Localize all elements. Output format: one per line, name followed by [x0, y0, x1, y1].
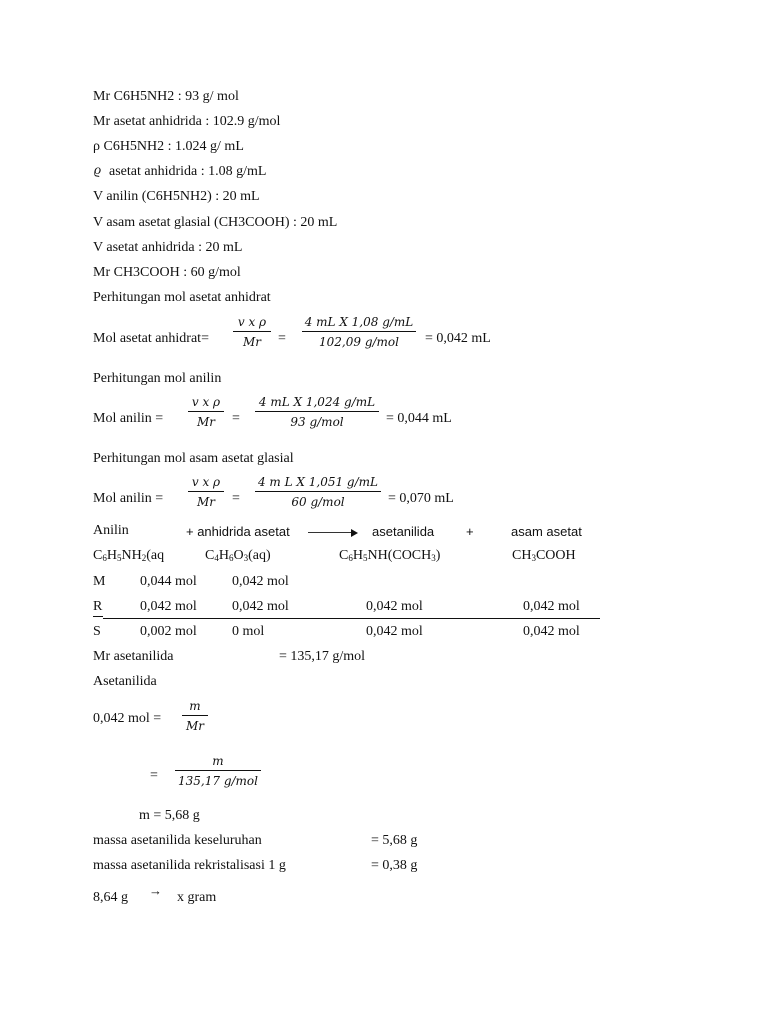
- calc3-label: Mol anilin =: [93, 491, 164, 506]
- calc4-result: m = 5,68 g: [139, 808, 200, 823]
- calc2-f2-denominator: 93 g/mol: [290, 415, 344, 429]
- massa-rekristalisasi-value: = 0,38 g: [371, 858, 418, 873]
- calc3-fraction-1: [188, 476, 224, 508]
- mr-asetanilida-label: Mr asetanilida: [93, 649, 174, 664]
- reaction-asam-asetat: asam asetat: [511, 524, 582, 539]
- calc2-label: Mol anilin =: [93, 411, 164, 426]
- calc2-fraction-1: [188, 396, 224, 428]
- row-s-label: S: [93, 624, 101, 639]
- calc4-f1-denominator: Mr: [185, 719, 205, 733]
- mr-anilin-line: Mr C6H5NH2 : 93 g/ mol: [93, 89, 239, 104]
- calc4-f2-bar: [175, 770, 261, 771]
- calc1-result: = 0,042 mL: [425, 331, 491, 346]
- row-r-label: R: [93, 599, 103, 614]
- row-r-c3: 0,042 mol: [366, 599, 423, 614]
- row-r-c1: 0,042 mol: [140, 599, 197, 614]
- calc2-heading: Perhitungan mol anilin: [93, 371, 222, 386]
- calc4-f1-bar: [182, 715, 208, 716]
- mr-asetanilida-value: = 135,17 g/mol: [279, 649, 366, 664]
- calc1-f1-numerator: v x ρ: [237, 315, 267, 329]
- calc3-f2-numerator: 4 m L X 1,051 g/mL: [257, 475, 379, 489]
- calc1-f2-bar: [302, 331, 416, 332]
- calc1-equals: =: [278, 331, 286, 346]
- v-asetat-anhidrida-line: V asetat anhidrida : 20 mL: [93, 240, 243, 255]
- formula-asetanilida: $C_6H_5NH(COCH_3)$: [339, 548, 441, 563]
- calc3-fraction-2: [255, 476, 381, 508]
- massa-keseluruhan-label: massa asetanilida keseluruhan: [93, 833, 262, 848]
- row-s-c3: 0,042 mol: [366, 624, 423, 639]
- massa-keseluruhan-value: = 5,68 g: [371, 833, 418, 848]
- v-asam-asetat-line: V asam asetat glasial (CH3COOH) : 20 mL: [93, 215, 338, 230]
- calc4-f2-denominator: 135,17 g/mol: [178, 774, 258, 788]
- row-m-label: M: [93, 574, 106, 589]
- calc3-f1-numerator: v x ρ: [191, 475, 221, 489]
- calc3-f2-bar: [255, 491, 381, 492]
- calc3-heading: Perhitungan mol asam asetat glasial: [93, 451, 294, 466]
- reaction-arrow-icon: [308, 530, 358, 536]
- calc1-f1-denominator: Mr: [242, 335, 262, 349]
- table-rule-short: [93, 616, 103, 617]
- formula-asam-asetat: $CH_3COOH$: [512, 548, 576, 563]
- mr-ch3cooh-line: Mr CH3COOH : 60 g/mol: [93, 265, 241, 280]
- calc2-fraction-2: [255, 396, 379, 428]
- asetanilida-heading: Asetanilida: [93, 674, 157, 689]
- calc1-f1-bar: [233, 331, 271, 332]
- calc4-f2-numerator: m: [212, 754, 224, 768]
- calc2-f1-denominator: Mr: [196, 415, 216, 429]
- rho-asetat-anhidrida-line: asetat anhidrida : 1.08 g/mL: [109, 164, 267, 179]
- calc1-fraction-2: [302, 316, 416, 348]
- calc2-f1-numerator: v x ρ: [191, 395, 221, 409]
- rho-symbol: ϱ: [94, 163, 102, 178]
- calc2-result: = 0,044 mL: [386, 411, 452, 426]
- calc4-lhs: 0,042 mol =: [93, 711, 162, 726]
- calc1-f2-numerator: 4 mL X 1,08 g/mL: [304, 315, 414, 329]
- arrow-right-icon: →: [149, 883, 162, 898]
- row-s-c4: 0,042 mol: [523, 624, 580, 639]
- calc4-fraction-1: [182, 700, 208, 732]
- calc3-equals: =: [232, 491, 240, 506]
- calc2-f2-numerator: 4 mL X 1,024 g/mL: [258, 395, 376, 409]
- calc1-label: Mol asetat anhidrat=: [93, 331, 209, 346]
- calc4-f1-numerator: m: [189, 699, 201, 713]
- table-rule: [103, 618, 600, 619]
- calc2-equals: =: [232, 411, 240, 426]
- calc2-f2-bar: [255, 411, 379, 412]
- last-left: 8,64 g: [93, 890, 128, 905]
- reaction-asetanilida: asetanilida: [372, 524, 435, 539]
- reaction-anilin: Anilin: [93, 523, 129, 538]
- last-right: x gram: [177, 890, 217, 905]
- v-anilin-line: V anilin (C6H5NH2) : 20 mL: [93, 189, 260, 204]
- row-r-c4: 0,042 mol: [523, 599, 580, 614]
- calc4-equals: =: [150, 768, 158, 783]
- row-m-c2: 0,042 mol: [232, 574, 289, 589]
- calc4-fraction-2: [175, 755, 261, 787]
- calc1-heading: Perhitungan mol asetat anhidrat: [93, 290, 271, 305]
- row-s-c1: 0,002 mol: [140, 624, 197, 639]
- rho-anilin-line: ρ C6H5NH2 : 1.024 g/ mL: [93, 139, 244, 154]
- reaction-anhidrida-asetat: + anhidrida asetat: [186, 524, 290, 539]
- row-r-c2: 0,042 mol: [232, 599, 289, 614]
- massa-rekristalisasi-label: massa asetanilida rekristalisasi 1 g: [93, 858, 286, 873]
- calc1-fraction-1: [233, 316, 271, 348]
- calc3-result: = 0,070 mL: [388, 491, 454, 506]
- formula-anilin: $C_6H_5NH_2(aq$: [93, 548, 165, 563]
- mr-asetat-anhidrida-line: Mr asetat anhidrida : 102.9 g/mol: [93, 114, 281, 129]
- row-m-c1: 0,044 mol: [140, 574, 197, 589]
- calc1-f2-denominator: 102,09 g/mol: [319, 335, 399, 349]
- calc3-f2-denominator: 60 g/mol: [291, 495, 345, 509]
- row-s-c2: 0 mol: [232, 624, 265, 639]
- calc3-f1-bar: [188, 491, 224, 492]
- formula-anhidrida: $C_4H_6O_3(aq)$: [205, 548, 271, 563]
- calc3-f1-denominator: Mr: [196, 495, 216, 509]
- reaction-plus: +: [466, 524, 474, 539]
- calc2-f1-bar: [188, 411, 224, 412]
